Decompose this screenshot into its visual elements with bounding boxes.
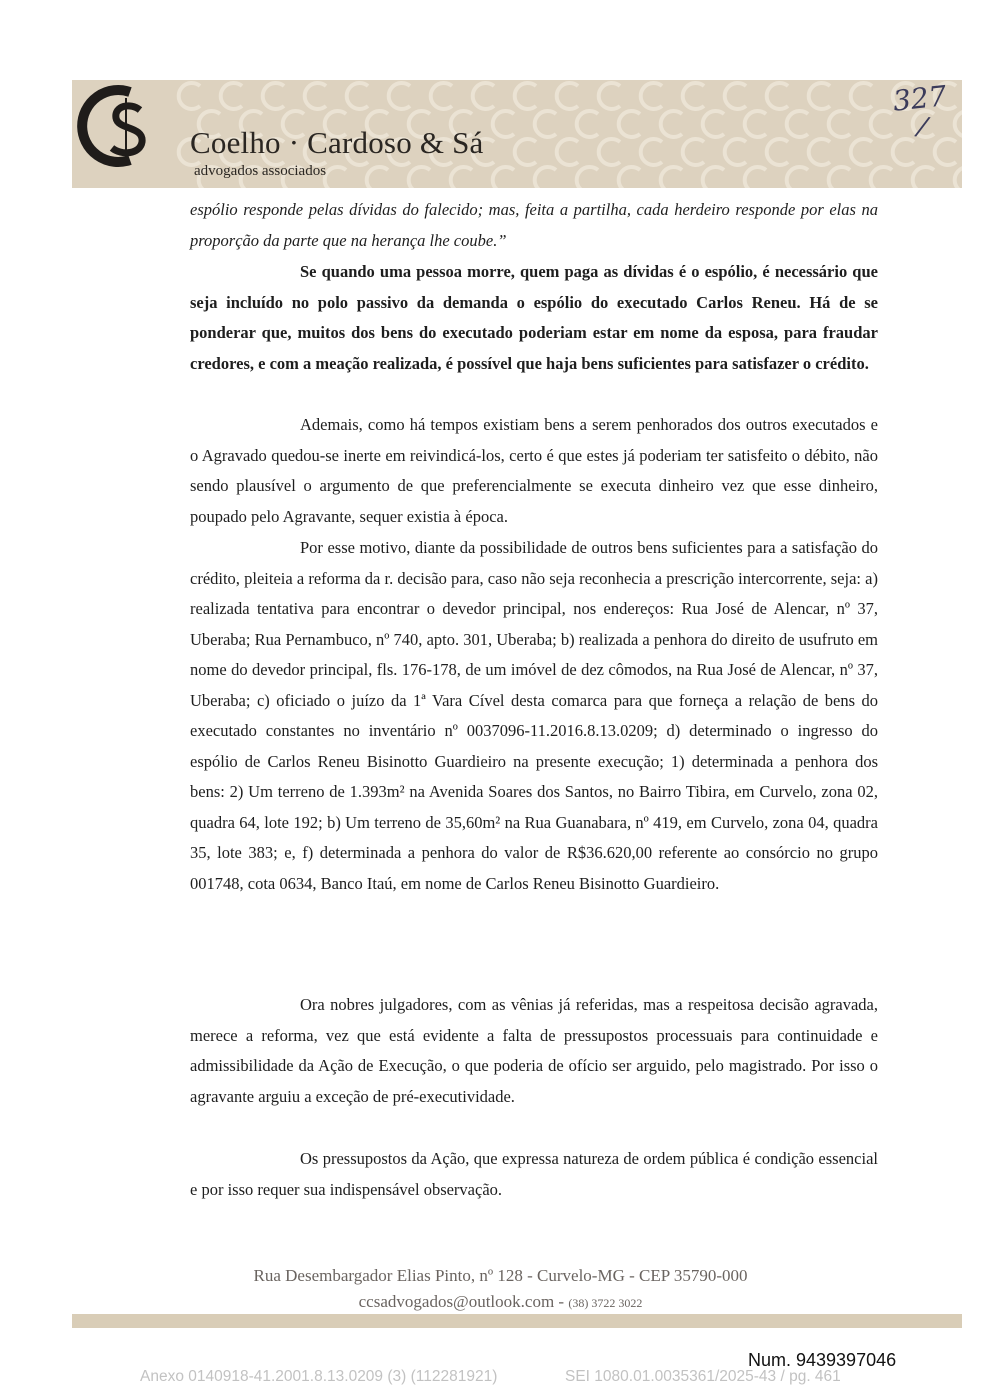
paragraph-block (190, 257, 878, 379)
watermark-c-glyph (641, 83, 662, 109)
watermark-c-glyph (409, 167, 430, 188)
paragraph-text: Os pressupostos da Ação, que expressa natureza de ordem pública é condição essencial e por isso requer sua indispensável observação. (190, 1149, 878, 1199)
footer-address: Rua Desembargador Elias Pinto, nº 128 - Curvelo-MG - CEP 35790-000 (253, 1266, 748, 1285)
paragraph-text: Ademais, como há tempos existiam bens a serem penhorados dos outros executados e o Agravado quedou-se inerte em reivindicá-los, certo é que estes já poderiam ter satisfeito o débito, não sendo plausível o argumento de que preferencialmente se executa dinheiro vez que esse dinheiro, poupado pelo Agravante, sequer existia à época. (190, 415, 878, 526)
paragraph-block (190, 1144, 878, 1205)
watermark-c-glyph (263, 83, 284, 109)
watermark-c-glyph (305, 83, 326, 109)
watermark-c-glyph (389, 83, 410, 109)
watermark-c-glyph (725, 139, 746, 165)
watermark-c-glyph (493, 167, 514, 188)
watermark-c-glyph (829, 111, 850, 137)
handwritten-mark: / (915, 111, 930, 143)
watermark-c-glyph (577, 167, 598, 188)
watermark-c-glyph (787, 167, 808, 188)
watermark-c-glyph (431, 83, 452, 109)
quote-text: espólio responde pelas dívidas do falecido; mas, feita a partilha, cada herdeiro responde por elas na proporção da parte que na herança lhe coube.” (190, 200, 878, 250)
footer-band (72, 1314, 962, 1328)
watermark-c-glyph (829, 167, 850, 188)
watermark-c-glyph (913, 167, 934, 188)
paragraph-text: Ora nobres julgadores, com as vênias já referidas, mas a respeitosa decisão agravada, merece a reforma, vez que está evidente a falta de pressupostos processuais para continuidade e admissibilidade da Ação de Execução, o que poderia de ofício ser arguido, pelo magistrado. Por isso o agravante arguiu a exceção de pré-executividade. (190, 995, 878, 1106)
watermark-c-glyph (683, 83, 704, 109)
watermark-c-glyph (515, 83, 536, 109)
paragraph-block (190, 990, 878, 1112)
watermark-c-glyph (661, 167, 682, 188)
letterhead-band (72, 80, 962, 188)
footer-contact (0, 1292, 1001, 1312)
watermark-c-glyph (745, 111, 766, 137)
paragraph-text: Se quando uma pessoa morre, quem paga as dívidas é o espólio, é necessário que seja incluído no polo passivo da demanda o espólio do executado Carlos Reneu. Há de se ponderar que, muitos dos bens do executado poderiam estar em nome da esposa, para fraudar credores, e com a meação realizada, é possível que haja bens suficientes para satisfazer o crédito. (190, 262, 878, 373)
watermark-c-glyph (221, 83, 242, 109)
document-number: Num. 9439397046 (748, 1350, 897, 1370)
watermark-c-glyph (809, 139, 830, 165)
watermark-c-glyph (577, 111, 598, 137)
watermark-c-glyph (851, 139, 872, 165)
watermark-c-glyph (599, 139, 620, 165)
paragraph-text: Por esse motivo, diante da possibilidade de outros bens suficientes para a satisfação do crédito, pleiteia a reforma da r. decisão para, caso não seja reconhecia a prescrição intercorrente, seja: a) realizada tentativa para encontrar o devedor principal, nos endereços: Rua José de Alencar, nº 37, Uberaba; Rua Pernambuco, nº 740, apto. 301, Uberaba; b) realizada a penhora do direito de usufruto em nome do devedor principal, fls. 176-178, de um imóvel de dez cômodos, na Rua José de Alencar, nº 37, Uberaba; c) oficiado o juízo da 1ª Vara Cível desta comarca para que forneça a relação de bens do executado constantes no inventário nº 0037096-11.2016.8.13.0209; d) determinado o ingresso do espólio de Carlos Reneu Bisinotto Guardieiro na presente execução; 1) determinada a penhora dos bens: 2) Um terreno de 1.393m² na Avenida Soares dos Santos, no Bairro Tibira, em Curvelo, zona 02, quadra 64, lote 192; b) Um terreno de 35,60m² na Rua Guanabara, nº 419, em Curvelo, zona 04, quadra 35, lote 383; e, f) determinada a penhora do valor de R$36.620,00 referente ao consórcio no grupo 001748, cota 0634, Banco Itaú, em nome de Carlos Reneu Bisinotto Guardieiro. (190, 538, 878, 893)
paragraph-block (190, 533, 878, 899)
watermark-c-glyph (347, 83, 368, 109)
firm-subtitle: advogados associados (194, 163, 327, 179)
watermark-c-glyph (473, 83, 494, 109)
watermark-c-glyph (535, 111, 556, 137)
watermark-c-glyph (367, 167, 388, 188)
watermark-c-glyph (893, 139, 914, 165)
sei-stamp: SEI 1080.01.0035361/2025-43 / pg. 461 (565, 1368, 841, 1385)
handwritten-page-number: 327 (891, 79, 949, 118)
watermark-c-glyph (703, 167, 724, 188)
watermark-c-glyph (767, 139, 788, 165)
watermark-c-glyph (955, 167, 962, 188)
watermark-c-glyph (703, 111, 724, 137)
watermark-c-glyph (935, 139, 956, 165)
watermark-c-glyph (809, 83, 830, 109)
firm-name: Coelho · Cardoso & Sá (190, 125, 484, 160)
watermark-c-glyph (619, 111, 640, 137)
watermark-c-glyph (535, 167, 556, 188)
watermark-c-glyph (661, 111, 682, 137)
footer-phone: (38) 3722 3022 (568, 1296, 643, 1310)
quote-continuation (190, 195, 878, 256)
watermark-c-glyph (619, 167, 640, 188)
watermark-c-glyph (745, 167, 766, 188)
watermark-c-glyph (493, 111, 514, 137)
watermark-c-glyph (851, 83, 872, 109)
paragraph-block (190, 410, 878, 532)
watermark-c-glyph (871, 167, 892, 188)
watermark-c-glyph (641, 139, 662, 165)
watermark-c-glyph (599, 83, 620, 109)
watermark-c-glyph (325, 167, 346, 188)
watermark-c-glyph (179, 83, 200, 109)
watermark-c-glyph (955, 111, 962, 137)
watermark-c-glyph (451, 167, 472, 188)
watermark-c-glyph (767, 83, 788, 109)
firm-logo-icon (72, 80, 164, 172)
watermark-c-glyph (725, 83, 746, 109)
watermark-c-glyph (787, 111, 808, 137)
watermark-c-glyph (871, 111, 892, 137)
watermark-c-glyph (557, 139, 578, 165)
watermark-c-glyph (557, 83, 578, 109)
annex-stamp: Anexo 0140918-41.2001.8.13.0209 (3) (112281921) (140, 1368, 498, 1385)
watermark-c-glyph (683, 139, 704, 165)
watermark-c-glyph (515, 139, 536, 165)
footer-email: ccsadvogados@outlook.com - (358, 1292, 569, 1311)
